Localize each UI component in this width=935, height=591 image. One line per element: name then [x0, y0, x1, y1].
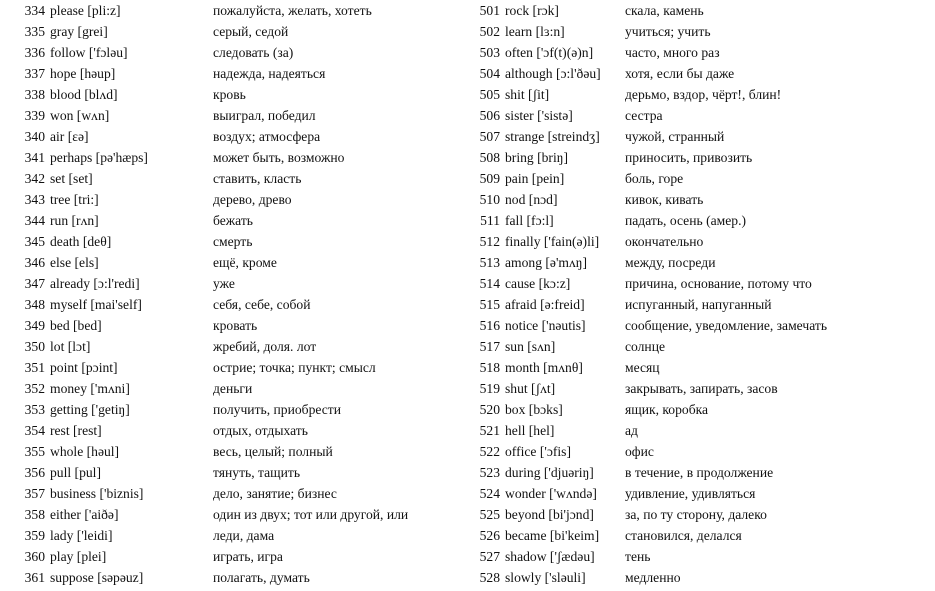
english-word: follow ['fɔləu] [50, 45, 128, 60]
english-word: bed [bed] [50, 318, 102, 333]
vocab-row [0, 105, 455, 126]
vocab-row [455, 0, 935, 21]
russian-translation: один из двух; тот или другой, или [213, 507, 409, 522]
entry-number: 506 [479, 108, 500, 123]
entry-number: 527 [479, 549, 500, 564]
english-word: else [els] [50, 255, 99, 270]
english-word: gray [grei] [50, 24, 108, 39]
russian-translation: сообщение, уведомление, замечать [625, 318, 828, 333]
english-word: tree [tri:] [50, 192, 99, 207]
entry-number: 510 [479, 192, 500, 207]
vocab-row [455, 210, 935, 231]
entry-number: 338 [24, 87, 45, 102]
entry-number: 354 [24, 423, 45, 438]
english-word: sister ['sistə] [505, 108, 573, 123]
english-word: shadow ['ʃædəu] [505, 549, 595, 564]
entry-number: 501 [479, 3, 500, 18]
vocab-row [0, 273, 455, 294]
russian-translation: хотя, если бы даже [625, 66, 735, 81]
russian-translation: деньги [213, 381, 253, 396]
russian-translation: становился, делался [625, 528, 742, 543]
russian-translation: закрывать, запирать, засов [625, 381, 778, 396]
vocab-row [455, 168, 935, 189]
vocab-row [0, 84, 455, 105]
vocab-row [455, 105, 935, 126]
english-word: sun [sʌn] [505, 339, 556, 354]
vocab-row [455, 273, 935, 294]
english-word: cause [kɔ:z] [505, 276, 571, 291]
vocab-row [455, 357, 935, 378]
russian-translation: весь, целый; полный [213, 444, 333, 459]
russian-translation: чужой, странный [625, 129, 725, 144]
entry-number: 356 [24, 465, 45, 480]
russian-translation: бежать [213, 213, 253, 228]
russian-translation: тянуть, тащить [213, 465, 301, 480]
english-word: learn [lɜ:n] [505, 24, 565, 39]
english-word: suppose [səpəuz] [50, 570, 144, 585]
entry-number: 504 [479, 66, 500, 81]
entry-number: 336 [24, 45, 45, 60]
vocab-row [455, 336, 935, 357]
entry-number: 525 [479, 507, 500, 522]
vocab-row [0, 378, 455, 399]
english-word: shit [ʃit] [505, 87, 550, 102]
vocab-row [455, 462, 935, 483]
english-word: either ['aiðə] [50, 507, 119, 522]
english-word: lady ['leidi] [50, 528, 113, 543]
english-word: often ['ɔf(t)(ə)n] [505, 45, 594, 60]
entry-number: 523 [479, 465, 500, 480]
entry-number: 512 [479, 234, 500, 249]
english-word: slowly ['sləuli] [505, 570, 586, 585]
vocab-row [455, 483, 935, 504]
russian-translation: смерть [213, 234, 253, 249]
russian-translation: тень [625, 549, 651, 564]
russian-translation: между, посреди [625, 255, 716, 270]
entry-number: 359 [24, 528, 45, 543]
entry-number: 511 [480, 213, 500, 228]
english-word: pain [pein] [505, 171, 565, 186]
english-word: won [wʌn] [50, 108, 110, 123]
entry-number: 360 [24, 549, 45, 564]
english-word: shut [ʃʌt] [505, 381, 556, 396]
english-word: point [pɔint] [50, 360, 118, 375]
vocab-row [0, 504, 455, 525]
entry-number: 522 [479, 444, 500, 459]
vocab-row [455, 420, 935, 441]
english-word: fall [fɔ:l] [505, 213, 554, 228]
english-word: pull [pul] [50, 465, 101, 480]
vocab-row [0, 0, 455, 21]
english-word: business ['biznis] [50, 486, 144, 501]
entry-number: 358 [24, 507, 45, 522]
russian-translation: приносить, привозить [625, 150, 753, 165]
entry-number: 337 [24, 66, 45, 81]
russian-translation: часто, много раз [625, 45, 720, 60]
english-word: became [bi'keim] [505, 528, 600, 543]
russian-translation: леди, дама [213, 528, 275, 543]
vocab-row [0, 483, 455, 504]
entry-number: 361 [24, 570, 45, 585]
vocab-row [0, 231, 455, 252]
russian-translation: медленно [625, 570, 681, 585]
russian-translation: кровать [213, 318, 258, 333]
russian-translation: отдых, отдыхать [213, 423, 308, 438]
entry-number: 342 [24, 171, 45, 186]
entry-number: 335 [24, 24, 45, 39]
vocab-row [0, 336, 455, 357]
entry-number: 346 [24, 255, 45, 270]
entry-number: 350 [24, 339, 45, 354]
russian-translation: боль, горе [625, 171, 684, 186]
english-word: whole [həul] [50, 444, 120, 459]
entry-number: 503 [479, 45, 500, 60]
entry-number: 339 [24, 108, 45, 123]
entry-number: 507 [479, 129, 500, 144]
russian-translation: серый, седой [213, 24, 289, 39]
entry-number: 341 [24, 150, 45, 165]
entry-number: 526 [479, 528, 500, 543]
russian-translation: кровь [213, 87, 246, 102]
vocab-row [0, 168, 455, 189]
vocab-row [455, 567, 935, 588]
vocab-row [0, 357, 455, 378]
russian-translation: себя, себе, собой [213, 297, 311, 312]
russian-translation: выиграл, победил [213, 108, 316, 123]
entry-number: 509 [479, 171, 500, 186]
english-word: box [bɔks] [505, 402, 563, 417]
vocab-row [455, 441, 935, 462]
english-word: although [ɔ:l'ðəu] [505, 66, 601, 81]
entry-number: 343 [24, 192, 45, 207]
russian-translation: ставить, класть [213, 171, 302, 186]
russian-translation: полагать, думать [213, 570, 310, 585]
entry-number: 352 [24, 381, 45, 396]
russian-translation: солнце [625, 339, 666, 354]
russian-translation: падать, осень (амер.) [625, 213, 747, 228]
russian-translation: скала, камень [625, 3, 704, 18]
english-word: month [mʌnθ] [505, 360, 583, 375]
russian-translation: дело, занятие; бизнес [213, 486, 337, 501]
russian-translation: ад [625, 423, 638, 438]
russian-translation: пожалуйста, желать, хотеть [213, 3, 372, 18]
english-word: hope [həup] [50, 66, 116, 81]
entry-number: 519 [479, 381, 500, 396]
russian-translation: уже [213, 276, 235, 291]
russian-translation: окончательно [625, 234, 704, 249]
vocab-row [0, 525, 455, 546]
english-word: blood [blʌd] [50, 87, 118, 102]
english-word: office ['ɔfis] [505, 444, 571, 459]
russian-translation: воздух; атмосфера [213, 129, 321, 144]
russian-translation: в течение, в продолжение [625, 465, 774, 480]
entry-number: 515 [479, 297, 500, 312]
vocab-row [455, 126, 935, 147]
vocab-row [0, 315, 455, 336]
vocab-row [455, 378, 935, 399]
entry-number: 508 [479, 150, 500, 165]
vocab-row [0, 567, 455, 588]
russian-translation: ящик, коробка [625, 402, 709, 417]
entry-number: 517 [479, 339, 500, 354]
entry-number: 351 [24, 360, 45, 375]
vocab-row [0, 189, 455, 210]
russian-translation: получить, приобрести [213, 402, 341, 417]
english-word: myself [mai'self] [50, 297, 142, 312]
russian-translation: дерьмо, вздор, чёрт!, блин! [625, 87, 782, 102]
left-word-column [0, 0, 455, 588]
vocab-row [0, 126, 455, 147]
russian-translation: следовать (за) [213, 45, 294, 60]
entry-number: 345 [24, 234, 45, 249]
vocab-row [455, 294, 935, 315]
entry-number: 502 [479, 24, 500, 39]
russian-translation: ещё, кроме [213, 255, 277, 270]
vocab-row [455, 84, 935, 105]
entry-number: 505 [479, 87, 500, 102]
entry-number: 347 [24, 276, 45, 291]
english-word: money ['mʌni] [50, 381, 130, 396]
vocab-row [455, 399, 935, 420]
entry-number: 528 [479, 570, 500, 585]
vocab-row [0, 294, 455, 315]
english-word: during ['djuəriŋ] [505, 465, 594, 480]
entry-number: 349 [24, 318, 45, 333]
vocab-row [0, 546, 455, 567]
english-word: set [set] [50, 171, 93, 186]
entry-number: 340 [24, 129, 45, 144]
vocab-row [455, 21, 935, 42]
russian-translation: дерево, древо [213, 192, 292, 207]
entry-number: 348 [24, 297, 45, 312]
english-word: hell [hel] [505, 423, 555, 438]
russian-translation: удивление, удивляться [625, 486, 756, 501]
russian-translation: причина, основание, потому что [625, 276, 812, 291]
vocab-row [0, 441, 455, 462]
english-word: death [deθ] [50, 234, 112, 249]
vocab-row [0, 252, 455, 273]
entry-number: 516 [479, 318, 500, 333]
english-word: run [rʌn] [50, 213, 99, 228]
english-word: lot [lɔt] [50, 339, 91, 354]
vocab-row [455, 252, 935, 273]
entry-number: 513 [479, 255, 500, 270]
vocab-row [455, 525, 935, 546]
vocab-row [0, 420, 455, 441]
english-word: nod [nɔd] [505, 192, 558, 207]
vocab-row [0, 210, 455, 231]
entry-number: 334 [24, 3, 45, 18]
entry-number: 514 [479, 276, 500, 291]
entry-number: 355 [24, 444, 45, 459]
russian-translation: надежда, надеяться [213, 66, 326, 81]
vocab-row [455, 504, 935, 525]
entry-number: 520 [479, 402, 500, 417]
russian-translation: испуганный, напуганный [625, 297, 772, 312]
russian-translation: острие; точка; пункт; смысл [213, 360, 376, 375]
vocab-row [455, 315, 935, 336]
vocab-row [455, 546, 935, 567]
vocab-row [0, 42, 455, 63]
english-word: air [ɛə] [50, 129, 89, 144]
entry-number: 344 [24, 213, 45, 228]
english-word: bring [briŋ] [505, 150, 568, 165]
entry-number: 353 [24, 402, 45, 417]
vocab-row [455, 147, 935, 168]
vocab-row [0, 399, 455, 420]
english-word: rest [rest] [50, 423, 102, 438]
russian-translation: офис [625, 444, 654, 459]
vocab-row [455, 189, 935, 210]
vocab-row [0, 147, 455, 168]
english-word: play [plei] [50, 549, 107, 564]
russian-translation: месяц [625, 360, 660, 375]
russian-translation: может быть, возможно [213, 150, 345, 165]
vocab-row [0, 63, 455, 84]
english-word: please [pli:z] [50, 3, 121, 18]
russian-translation: играть, игра [213, 549, 283, 564]
russian-translation: сестра [625, 108, 663, 123]
russian-translation: жребий, доля. лот [213, 339, 317, 354]
russian-translation: кивок, кивать [625, 192, 704, 207]
english-word: strange [streindʒ] [505, 129, 600, 144]
english-word: perhaps [pə'hæps] [50, 150, 148, 165]
vocab-row [455, 231, 935, 252]
vocab-row [0, 462, 455, 483]
entry-number: 521 [479, 423, 500, 438]
right-word-column [455, 0, 935, 588]
english-word: among [ə'mʌŋ] [505, 255, 588, 270]
entry-number: 518 [479, 360, 500, 375]
russian-translation: за, по ту сторону, далеко [625, 507, 767, 522]
english-word: getting ['getiŋ] [50, 402, 130, 417]
vocab-row [455, 42, 935, 63]
english-word: afraid [ə:freid] [505, 297, 585, 312]
entry-number: 524 [479, 486, 500, 501]
russian-translation: учиться; учить [625, 24, 711, 39]
english-word: finally ['fain(ə)li] [505, 234, 600, 249]
english-word: rock [rɔk] [505, 3, 559, 18]
english-word: wonder ['wʌndə] [505, 486, 597, 501]
vocab-row [0, 21, 455, 42]
entry-number: 357 [24, 486, 45, 501]
english-word: notice ['nəutis] [505, 318, 586, 333]
english-word: already [ɔ:l'redi] [50, 276, 140, 291]
english-word: beyond [bi'jɔnd] [505, 507, 594, 522]
vocab-row [455, 63, 935, 84]
